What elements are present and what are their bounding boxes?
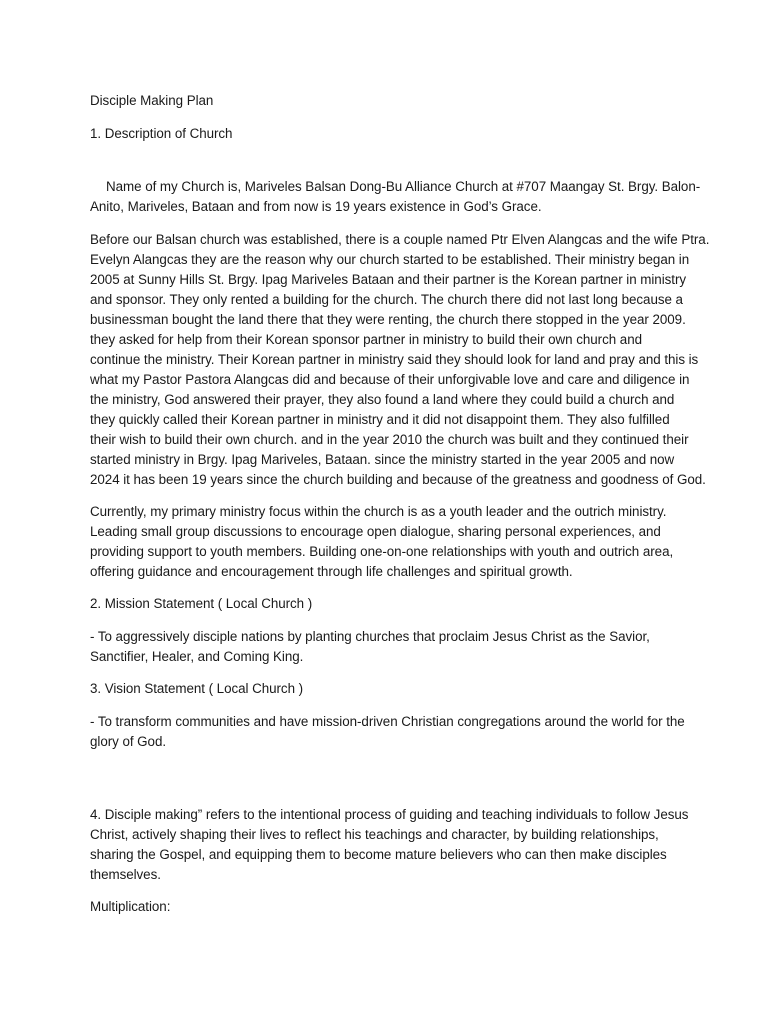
paragraph-line: glory of God. xyxy=(90,734,167,749)
document-title: Disciple Making Plan xyxy=(90,93,214,108)
paragraph-line: and sponsor. They only rented a building for the church. The church there did not last long because a xyxy=(90,292,683,307)
section-heading-description: 1. Description of Church xyxy=(90,126,233,141)
paragraph-line: Leading small group discussions to encourage open dialogue, sharing personal experiences, and xyxy=(90,524,661,539)
paragraph-line: continue the ministry. Their Korean partner in ministry said they should look for land and pray and this is xyxy=(90,352,699,367)
paragraph-line: started ministry in Brgy. Ipag Mariveles, Bataan. since the ministry started in the year 2005 and now xyxy=(90,452,675,467)
paragraph-line: themselves. xyxy=(90,867,161,882)
vision-paragraph xyxy=(90,712,685,752)
paragraph-line: they quickly called their Korean partner in ministry and it did not disappoint them. They also fulfilled xyxy=(90,412,670,427)
intro-paragraph xyxy=(90,177,701,217)
paragraph-line: providing support to youth members. Building one-on-one relationships with youth and outrich area, xyxy=(90,544,674,559)
paragraph-line: their wish to build their own church. and in the year 2010 the church was built and they continued their xyxy=(90,432,689,447)
paragraph-line: offering guidance and encouragement through life challenges and spiritual growth. xyxy=(90,564,573,579)
paragraph-line: Christ, actively shaping their lives to reflect his teachings and character, by building relationships, xyxy=(90,827,659,842)
paragraph-line: businessman bought the land there that they were renting, the church there stopped in the year 2009. xyxy=(90,312,686,327)
section-heading-multiplication: Multiplication: xyxy=(90,899,171,914)
paragraph-line: 4. Disciple making” refers to the intentional process of guiding and teaching individuals to follow Jesus xyxy=(90,807,689,822)
paragraph-line: - To aggressively disciple nations by planting churches that proclaim Jesus Christ as the Savior, xyxy=(90,629,650,644)
paragraph-line: Currently, my primary ministry focus within the church is as a youth leader and the outrich ministry. xyxy=(90,504,667,519)
paragraph-line: Before our Balsan church was established, there is a couple named Ptr Elven Alangcas and the wife Ptra. xyxy=(90,232,710,247)
section-heading-mission: 2. Mission Statement ( Local Church ) xyxy=(90,596,313,611)
paragraph-line: they asked for help from their Korean sponsor partner in ministry to build their own church and xyxy=(90,332,642,347)
history-paragraph xyxy=(90,230,710,490)
paragraph-line: Name of my Church is, Mariveles Balsan Dong-Bu Alliance Church at #707 Maangay St. Brgy. Balon- xyxy=(106,179,701,194)
disciple-making-paragraph xyxy=(90,805,689,885)
mission-paragraph xyxy=(90,627,682,667)
paragraph-line: Sanctifier, Healer, and Coming King. xyxy=(90,649,304,664)
paragraph-line: sharing the Gospel, and equipping them to become mature believers who can then make disciples xyxy=(90,847,667,862)
ministry-paragraph xyxy=(90,502,682,582)
paragraph-line: 2005 at Sunny Hills St. Brgy. Ipag Mariveles Bataan and their partner is the Korean partner in ministry xyxy=(90,272,686,287)
section-heading-vision: 3. Vision Statement ( Local Church ) xyxy=(90,681,304,696)
document-body xyxy=(90,91,710,917)
paragraph-line: Evelyn Alangcas they are the reason why our church started to be established. Their ministry began in xyxy=(90,252,690,267)
paragraph-line: what my Pastor Pastora Alangcas did and because of their unforgivable love and care and diligence in xyxy=(90,372,690,387)
paragraph-line: - To transform communities and have mission-driven Christian congregations around the world for the xyxy=(90,714,685,729)
paragraph-line: Anito, Mariveles, Bataan and from now is 19 years existence in God’s Grace. xyxy=(90,199,542,214)
paragraph-line: 2024 it has been 19 years since the church building and because of the greatness and goodness of God. xyxy=(90,472,706,487)
paragraph-line: the ministry, God answered their prayer, they also found a land where they could build a church and xyxy=(90,392,675,407)
